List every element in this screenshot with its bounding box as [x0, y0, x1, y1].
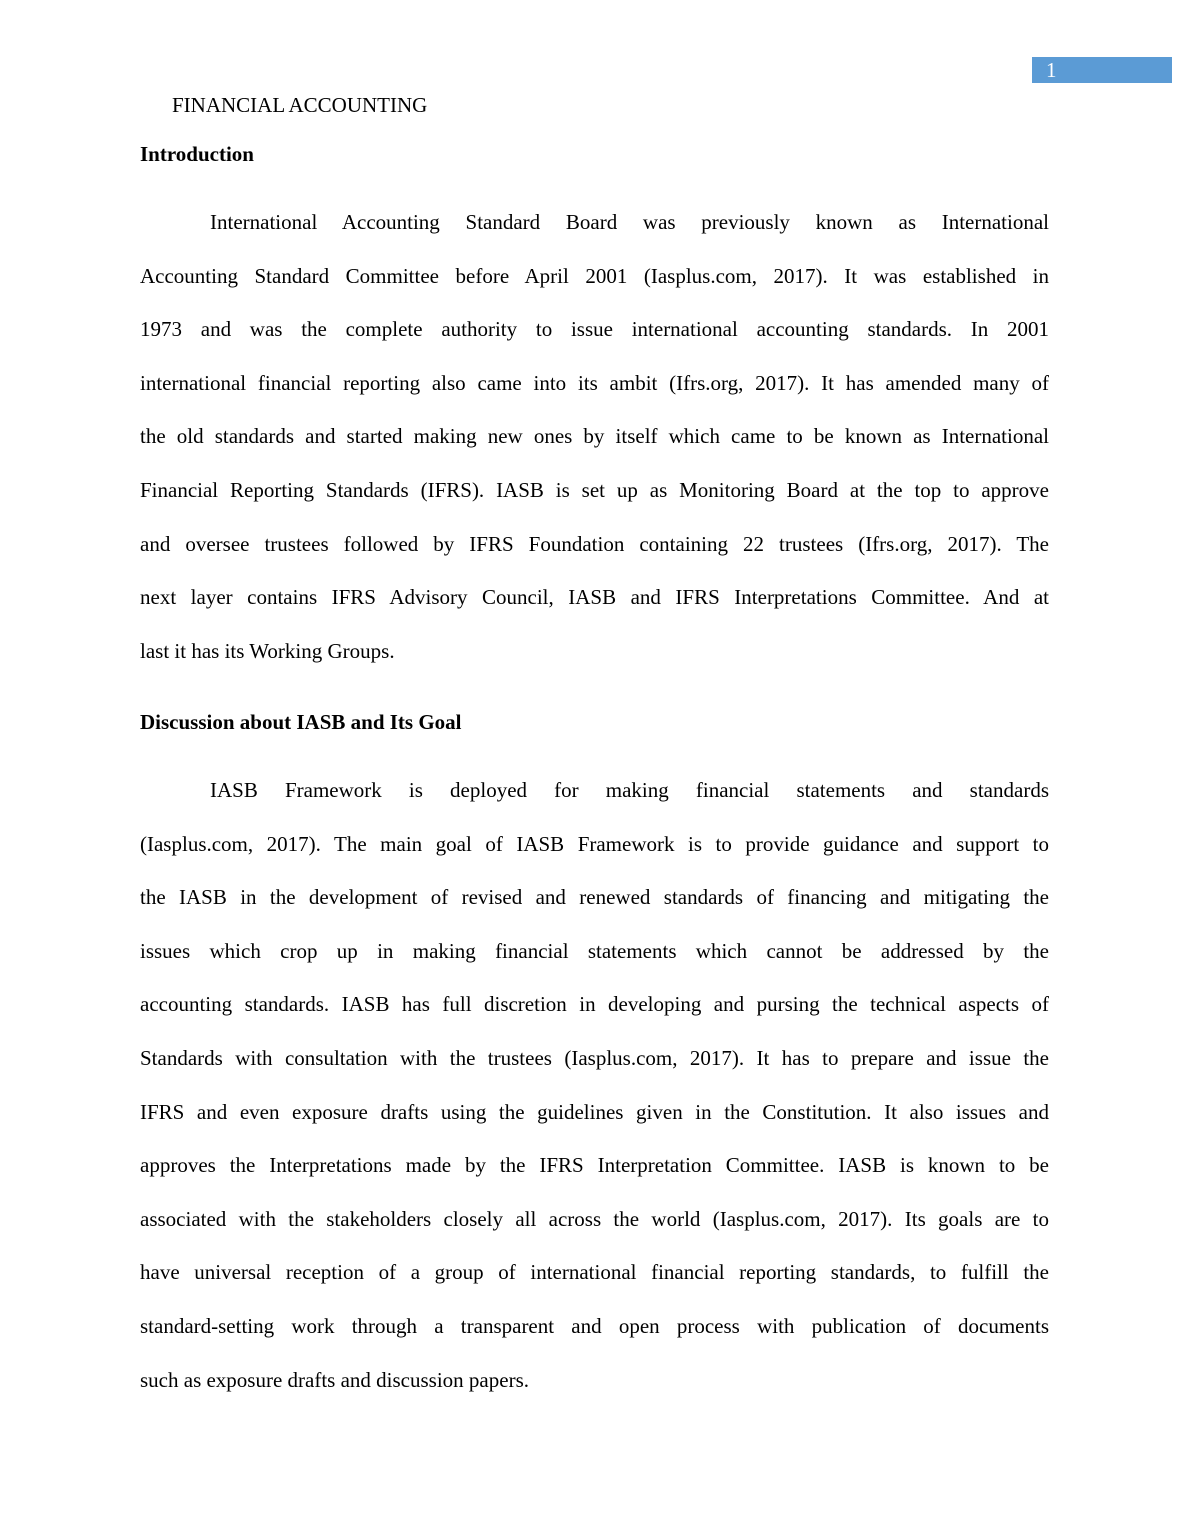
- paragraph-line: such as exposure drafts and discussion papers.: [140, 1367, 529, 1392]
- running-head: FINANCIAL ACCOUNTING: [172, 93, 428, 117]
- paragraph-line: and oversee trustees followed by IFRS Foundation containing 22 trustees (Ifrs.org, 2017). The: [140, 531, 1049, 556]
- paragraph-line: Standards with consultation with the trustees (Iasplus.com, 2017). It has to prepare and issue the: [140, 1045, 1049, 1070]
- paragraph-discussion: [140, 764, 1049, 1407]
- paragraph-line: International Accounting Standard Board was previously known as International: [210, 210, 1049, 234]
- paragraph-line: 1973 and was the complete authority to issue international accounting standards. In 2001: [140, 317, 1049, 342]
- paragraph-line: issues which crop up in making financial statements which cannot be addressed by the: [140, 938, 1049, 963]
- paragraph-line: standard-setting work through a transparent and open process with publication of documents: [140, 1313, 1049, 1338]
- paragraph-line: (Iasplus.com, 2017). The main goal of IASB Framework is to provide guidance and support to: [140, 831, 1049, 856]
- paragraph-introduction: [140, 196, 1049, 678]
- paragraph-line: the IASB in the development of revised and renewed standards of financing and mitigating the: [140, 885, 1049, 910]
- paragraph-line: associated with the stakeholders closely all across the world (Iasplus.com, 2017). Its goals are to: [140, 1206, 1049, 1231]
- paragraph-line: Financial Reporting Standards (IFRS). IASB is set up as Monitoring Board at the top to approve: [140, 477, 1049, 502]
- paragraph-line: next layer contains IFRS Advisory Council, IASB and IFRS Interpretations Committee. And at: [140, 585, 1049, 610]
- paragraph-line: approves the Interpretations made by the IFRS Interpretation Committee. IASB is known to be: [140, 1153, 1049, 1178]
- paragraph-line: international financial reporting also came into its ambit (Ifrs.org, 2017). It has amended many of: [140, 370, 1049, 395]
- paragraph-line: Accounting Standard Committee before April 2001 (Iasplus.com, 2017). It was established in: [140, 263, 1049, 288]
- paragraph-line: last it has its Working Groups.: [140, 638, 395, 663]
- section-heading-introduction: Introduction: [140, 142, 254, 166]
- paragraph-line: accounting standards. IASB has full discretion in developing and pursing the technical aspects of: [140, 992, 1049, 1017]
- paragraph-line: have universal reception of a group of international financial reporting standards, to fulfill the: [140, 1260, 1049, 1285]
- page-number-badge: [1032, 57, 1172, 83]
- paragraph-line: IFRS and even exposure drafts using the guidelines given in the Constitution. It also issues and: [140, 1099, 1049, 1124]
- paragraph-line: the old standards and started making new ones by itself which came to be known as International: [140, 424, 1049, 449]
- page-number: 1: [1046, 58, 1057, 82]
- section-heading-discussion: Discussion about IASB and Its Goal: [140, 710, 462, 734]
- paragraph-line: IASB Framework is deployed for making financial statements and standards: [210, 778, 1049, 802]
